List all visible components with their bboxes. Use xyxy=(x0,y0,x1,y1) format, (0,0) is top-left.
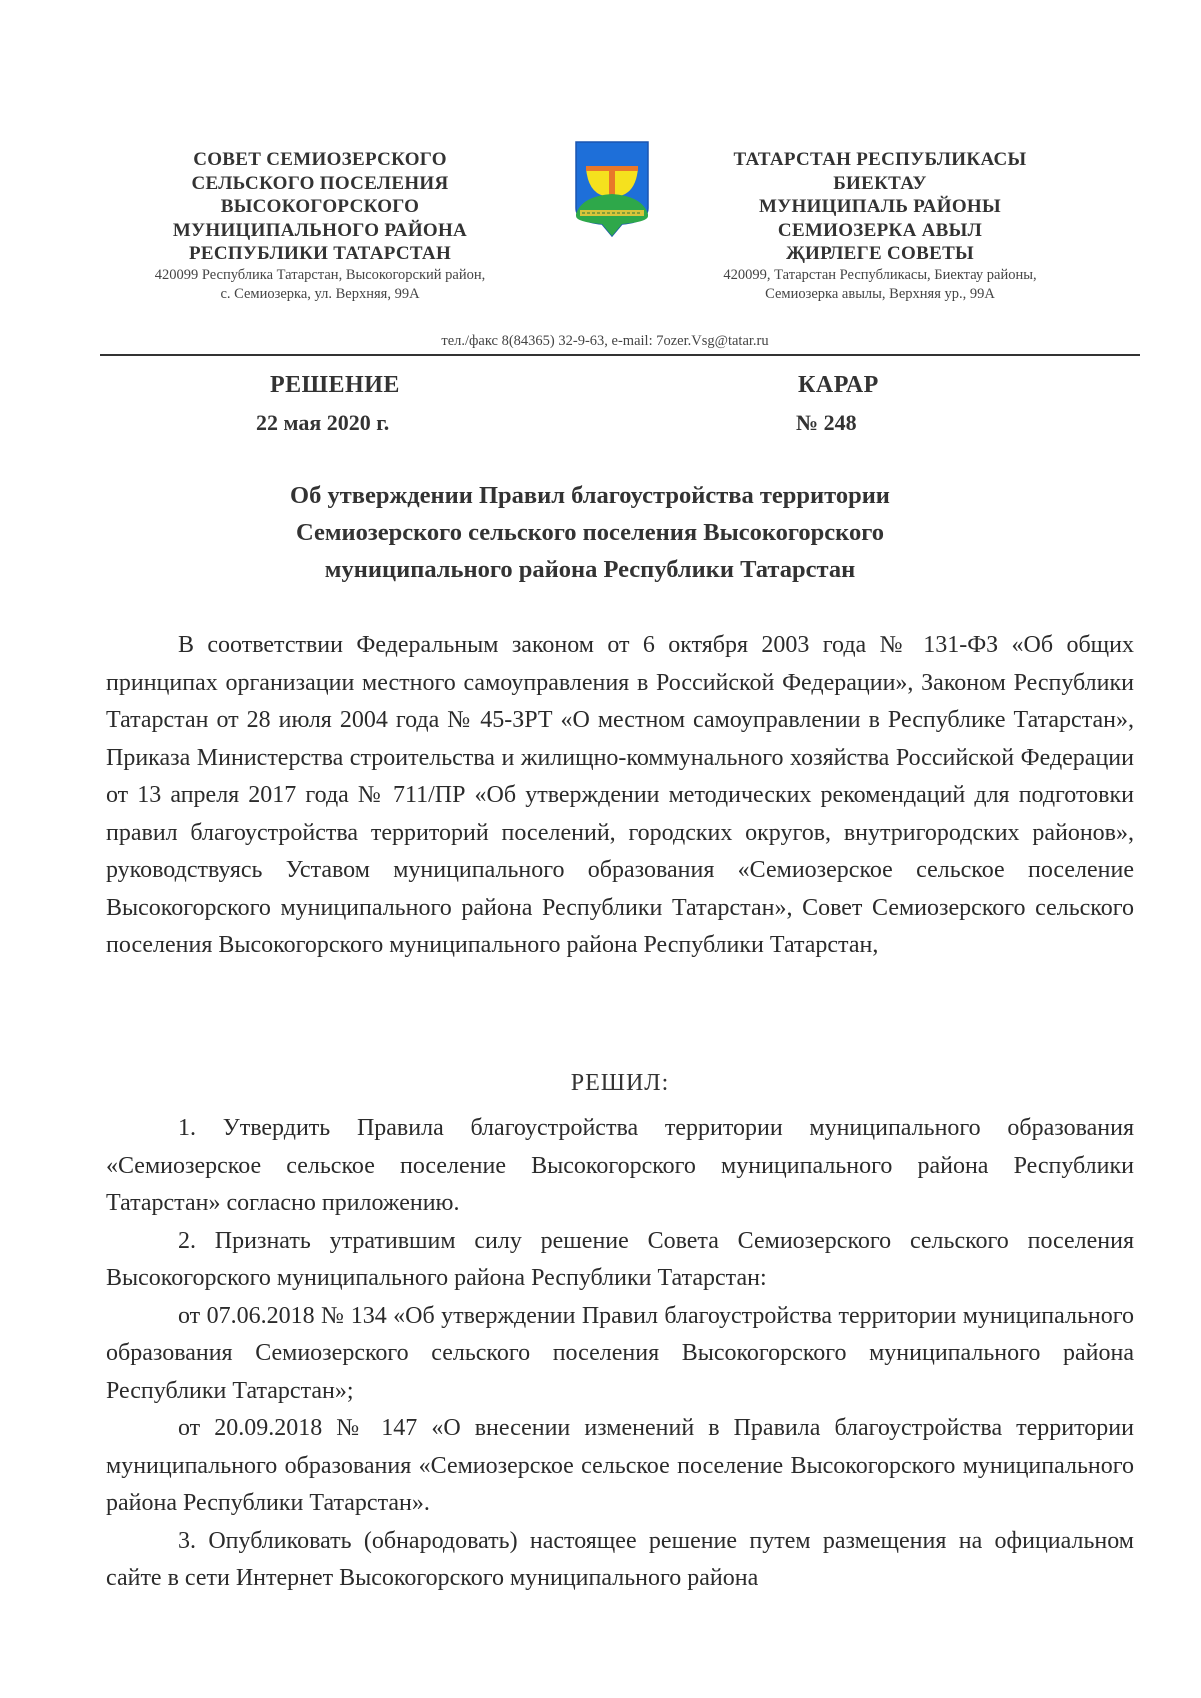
address-line: Семиозерка авылы, Верхняя ур., 99А xyxy=(765,285,995,302)
document-type-tatar: КАРАР xyxy=(798,372,879,398)
council-name-line: МУНИЦИПАЛЬНОГО РАЙОНА xyxy=(172,219,468,241)
council-name-line: РЕСПУБЛИКИ ТАТАРСТАН xyxy=(188,243,452,264)
subject-line: муниципального района Республики Татарстан xyxy=(324,556,856,583)
document-subject xyxy=(150,477,1030,588)
preamble-paragraph: В соответствии Федеральным законом от 6 октября 2003 года № 131-ФЗ «Об общих принципах организации местного самоуправления в Российской Федерации», Законом Республики Татарстан от 28 июля 2004 года № 45-ЗРТ «О местном самоуправлении в Республике Татарстан», Приказа Министерства строительства и жилищно-коммунального хозяйства Российской Федерации от 13 апреля 2017 года № 711/ПР «Об утверждении методических рекомендаций для подготовки правил благоустройства территорий поселений, городских округов, внутригородских районов», руководствуясь Уставом муниципального образования «Семиозерское сельское поселение Высокогорского муниципального района Республики Татарстан», Совет Семиозерского сельского поселения Высокогорского муниципального района Республики Татарстан, xyxy=(106,632,1134,958)
address-line: 420099, Татарстан Республикасы, Биектау районы, xyxy=(723,266,1037,283)
resolution-item: 1. Утвердить Правила благоустройства территории муниципального образования «Семиозерское сельское поселение Высокогорского муниципального района Республики Татарстан» согласно приложению. xyxy=(106,1115,1134,1216)
document-number: № 248 xyxy=(796,410,857,435)
council-name-line: ВЫСОКОГОРСКОГО xyxy=(220,196,420,217)
resolution-item: 2. Признать утратившим силу решение Совета Семиозерского сельского поселения Высокогорского муниципального района Республики Татарстан: xyxy=(106,1227,1134,1291)
resolution-items xyxy=(106,1110,1134,1598)
document-type-russian: РЕШЕНИЕ xyxy=(270,372,400,398)
council-name-line: ТАТАРСТАН РЕСПУБЛИКАСЫ xyxy=(733,149,1027,170)
preamble xyxy=(106,627,1134,965)
resolved-heading: РЕШИЛ: xyxy=(570,1070,670,1096)
council-name-line: СЕМИОЗЕРКА АВЫЛ xyxy=(777,219,983,241)
header-divider xyxy=(100,354,1140,356)
resolution-subitem: от 07.06.2018 № 134 «Об утверждении Правил благоустройства территории муниципального образования Семиозерского сельского поселения Высокогорского муниципального района Республики Татарстан»; xyxy=(106,1302,1134,1404)
council-name-line: МУНИЦИПАЛЬ РАЙОНЫ xyxy=(759,196,1001,217)
council-name-line: СОВЕТ СЕМИОЗЕРСКОГО xyxy=(193,149,447,170)
subject-line: Об утверждении Правил благоустройства территории xyxy=(290,482,890,509)
header-right-tatar xyxy=(660,148,1100,304)
contact-info: тел./факс 8(84365) 32-9-63, e-mail: 7ozer.Vsg@tatar.ru xyxy=(441,333,769,349)
document-date: 22 мая 2020 г. xyxy=(256,410,390,435)
address-line: с. Семиозерка, ул. Верхняя, 99А xyxy=(220,285,420,302)
header-left-russian xyxy=(100,148,540,304)
resolution-subitem: от 20.09.2018 № 147 «О внесении изменений в Правила благоустройства территории муниципального образования «Семиозерское сельское поселение Высокогорского муниципального района Республики Татарстан». xyxy=(106,1415,1134,1516)
address-line: 420099 Республика Татарстан, Высокогорский район, xyxy=(154,266,486,283)
council-name-line: ҖИРЛЕГЕ СОВЕТЫ xyxy=(785,243,975,264)
council-name-line: СЕЛЬСКОГО ПОСЕЛЕНИЯ xyxy=(191,172,449,194)
resolution-item: 3. Опубликовать (обнародовать) настоящее решение путем размещения на официальном сайте в сети Интернет Высокогорского муниципального района xyxy=(106,1527,1134,1591)
council-name-line: БИЕКТАУ xyxy=(833,172,927,194)
subject-line: Семиозерского сельского поселения Высокогорского xyxy=(296,519,884,546)
coat-of-arms-icon xyxy=(572,138,652,238)
